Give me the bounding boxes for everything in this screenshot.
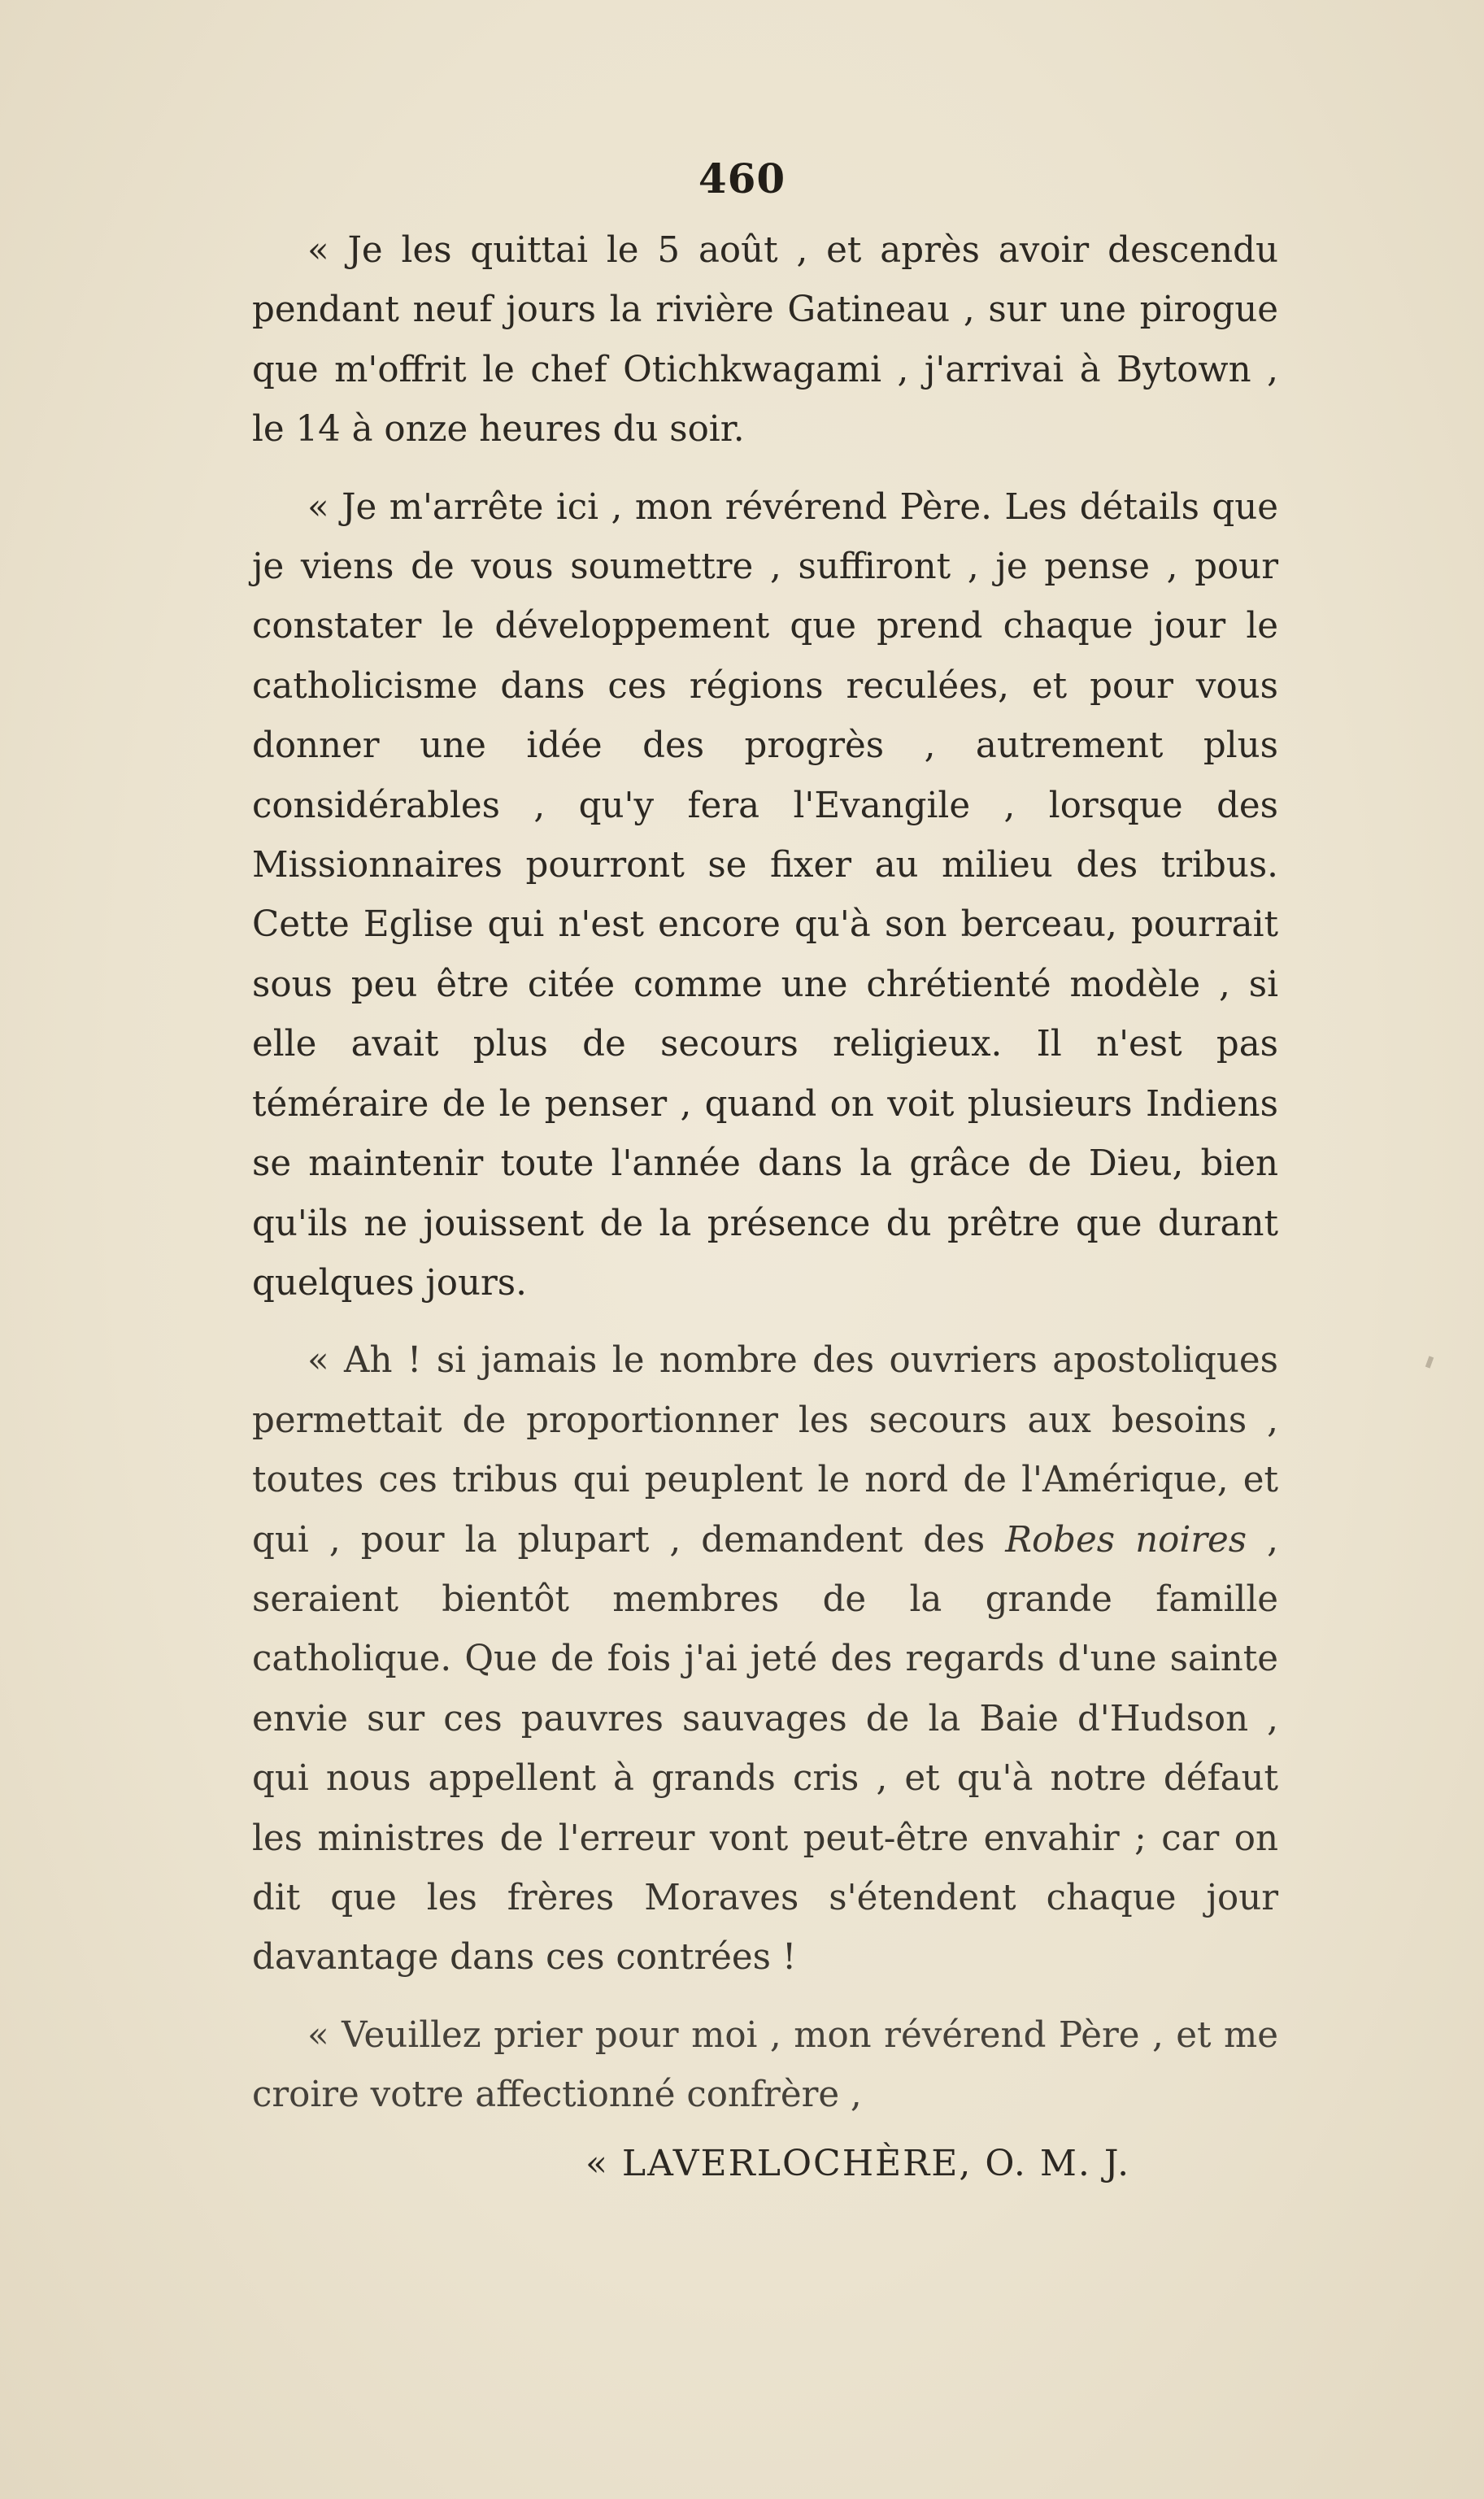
italic-phrase: Robes noires — [1005, 1519, 1247, 1561]
signature: « LAVERLOCHÈRE, O. M. J. — [585, 2142, 1131, 2184]
ink-speck — [1425, 1356, 1434, 1368]
paragraph-text-end: , seraient bientôt membres de la grande famille catholique. Que de fois j'ai jeté des regards d'une sainte envie sur ces pauvres sauvages de la Baie d'Hudson , qui nous appellent à grands cris , et qu'à notre défaut les ministres de l'erreur vont peut-être envahir ; car on dit que les frères Moraves s'étendent chaque jour davantage dans ces contrées ! — [252, 1519, 1279, 1979]
paragraph-conclusion: « Je m'arrête ici , mon révérend Père. Les détails que je viens de vous soumettre , suffiront , je pense , pour constater le développement que prend chaque jour le catholicisme dans ces régions reculées, et pour vous donner une idée des progrès , autrement plus considérables , qu'y fera l'Evangile , lorsque des Missionnaires pourront se fixer au milieu des tribus. Cette Eglise qui n'est encore qu'à son berceau, pourrait sous peu être citée comme une chrétienté modèle , si elle avait plus de secours religieux. Il n'est pas téméraire de le penser , quand on voit plusieurs Indiens se maintenir toute l'année dans la grâce de Dieu, bien qu'ils ne jouissent de la présence du prêtre que durant quelques jours. — [252, 486, 1278, 1304]
paragraph-text-start: « Ah ! si jamais le nombre des ouvriers apostoliques permettait de proportionner les secours aux besoins , toutes ces tribus qui peuplent le nord de l'Amérique, et qui , pour la plupart , demandent des — [252, 1340, 1278, 1561]
paragraph-closing: « Veuillez prier pour moi , mon révérend Père , et me croire votre affectionné confrère , — [252, 2014, 1278, 2116]
body-text — [252, 221, 1278, 2193]
paragraph-departure: « Je les quittai le 5 août , et après avoir descendu pendant neuf jours la rivière Gatineau , sur une pirogue que m'offrit le chef Otichkwagami , j'arrivai à Bytown , le 14 à onze heures du soir. — [252, 230, 1278, 451]
paragraph-missionaries — [252, 1331, 1278, 1987]
page-number: 460 — [698, 155, 786, 202]
